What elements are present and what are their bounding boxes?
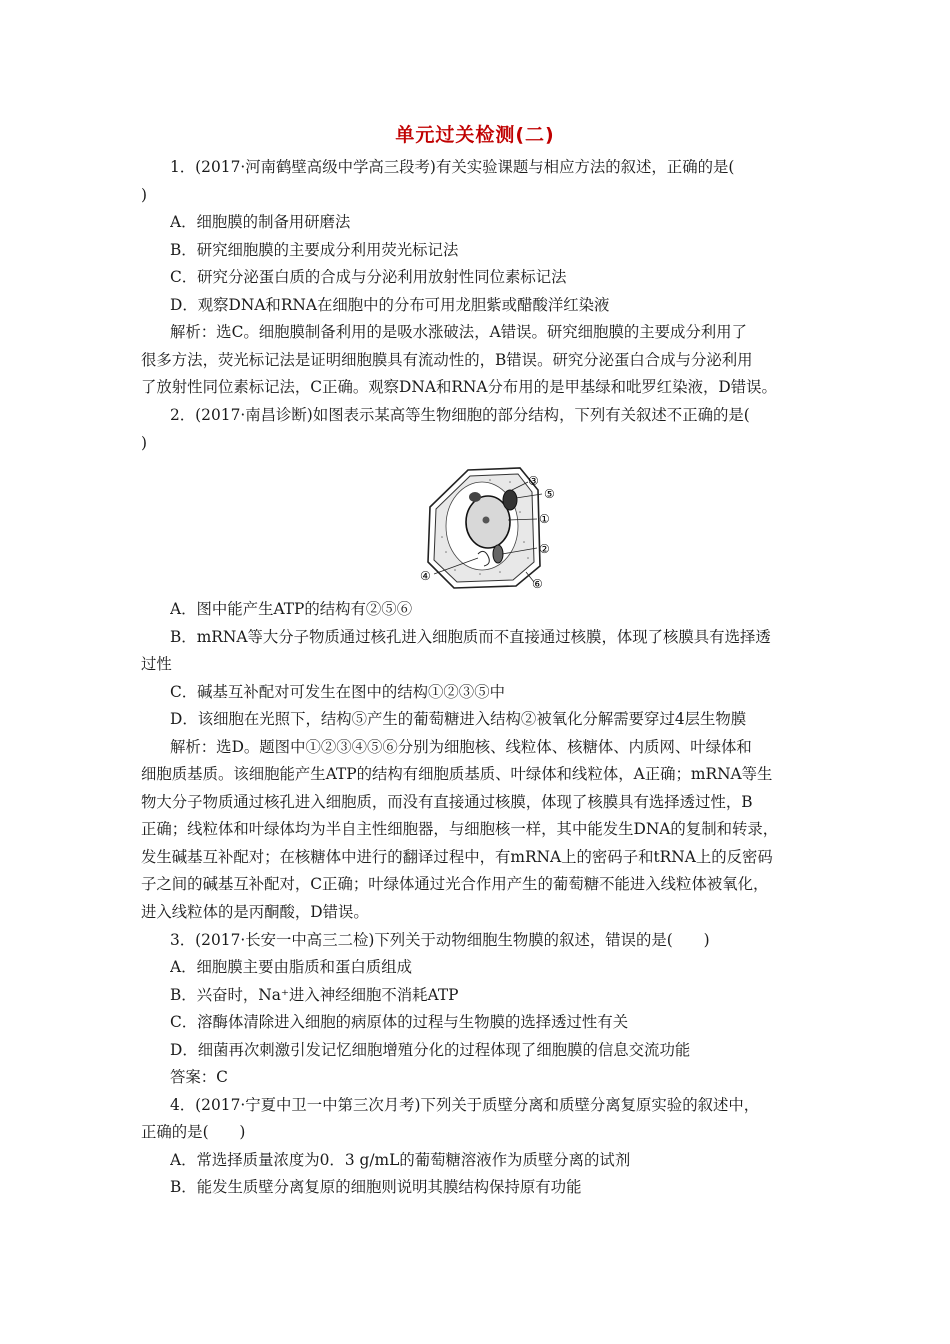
question-1-stem: 1．(2017·河南鹤壁高级中学高三段考)有关实验课题与相应方法的叙述，正确的是( bbox=[170, 158, 735, 176]
question-1-option-c: C．研究分泌蛋白质的合成与分泌利用放射性同位素标记法 bbox=[170, 268, 567, 286]
chloroplast bbox=[503, 490, 517, 510]
question-2-option-c: C．碱基互补配对可发生在图中的结构①②③⑤中 bbox=[170, 683, 505, 701]
question-4-option-a: A．常选择质量浓度为0．3 g/mL的葡萄糖溶液作为质壁分离的试剂 bbox=[170, 1151, 631, 1169]
figure-label-1: ① bbox=[539, 512, 550, 526]
question-4-stem: 4．(2017·宁夏中卫一中第三次月考)下列关于质壁分离和质壁分离复原实验的叙述中， bbox=[170, 1096, 760, 1114]
question-1-analysis-line: 了放射性同位素标记法，C正确。观察DNA和RNA分布用的是甲基绿和吡罗红染液，D错误。 bbox=[141, 378, 777, 396]
question-2-analysis-line: 子之间的碱基互补配对，C正确；叶绿体通过光合作用产生的葡萄糖不能进入线粒体被氧化， bbox=[141, 875, 769, 893]
question-2-option-a: A．图中能产生ATP的结构有②⑤⑥ bbox=[170, 600, 413, 618]
figure-label-2: ② bbox=[539, 542, 550, 556]
question-3-option-d: D．细菌再次刺激引发记忆细胞增殖分化的过程体现了细胞膜的信息交流功能 bbox=[170, 1041, 691, 1059]
question-2-analysis-line: 进入线粒体的是丙酮酸，D错误。 bbox=[141, 903, 369, 921]
question-2-stem-close: ) bbox=[141, 434, 148, 452]
question-1-option-a: A．细胞膜的制备用研磨法 bbox=[170, 213, 351, 231]
plant-cell-diagram bbox=[420, 462, 570, 590]
question-2-option-b-cont: 过性 bbox=[141, 655, 172, 673]
question-2-analysis-line: 物大分子物质通过核孔进入细胞质，而没有直接通过核膜，体现了核膜具有选择透过性，B bbox=[141, 793, 753, 811]
mitochondrion bbox=[493, 545, 503, 563]
figure-label-5: ⑤ bbox=[544, 487, 555, 501]
question-3-stem: 3．(2017·长安一中高三二检)下列关于动物细胞生物膜的叙述，错误的是( ) bbox=[170, 931, 710, 949]
question-2-option-d: D．该细胞在光照下，结构⑤产生的葡萄糖进入结构②被氧化分解需要穿过4层生物膜 bbox=[170, 710, 747, 728]
question-2-analysis-line: 解析：选D。题图中①②③④⑤⑥分别为细胞核、线粒体、核糖体、内质网、叶绿体和 bbox=[170, 738, 752, 756]
question-1-stem-close: ) bbox=[141, 186, 148, 204]
question-3-option-c: C．溶酶体清除进入细胞的病原体的过程与生物膜的选择透过性有关 bbox=[170, 1013, 629, 1031]
question-4-stem-cont: 正确的是( ) bbox=[141, 1123, 246, 1141]
question-2-stem: 2．(2017·南昌诊断)如图表示某高等生物细胞的部分结构，下列有关叙述不正确的是( bbox=[170, 406, 750, 424]
figure-label-4: ④ bbox=[420, 569, 431, 583]
question-2-analysis-line: 正确；线粒体和叶绿体均为半自主性细胞器，与细胞核一样，其中能发生DNA的复制和转录， bbox=[141, 820, 779, 838]
question-2-analysis-line: 发生碱基互补配对；在核糖体中进行的翻译过程中，有mRNA上的密码子和tRNA上的反密码 bbox=[141, 848, 773, 866]
question-4-option-b: B．能发生质壁分离复原的细胞则说明其膜结构保持原有功能 bbox=[170, 1178, 582, 1196]
question-3-option-b: B．兴奋时，Na⁺进入神经细胞不消耗ATP bbox=[170, 986, 459, 1004]
question-2-option-b: B．mRNA等大分子物质通过核孔进入细胞质而不直接通过核膜，体现了核膜具有选择透 bbox=[170, 628, 771, 646]
question-1-analysis-line: 很多方法，荧光标记法是证明细胞膜具有流动性的，B错误。研究分泌蛋白合成与分泌利用 bbox=[141, 351, 753, 369]
question-1-option-d: D．观察DNA和RNA在细胞中的分布可用龙胆紫或醋酸洋红染液 bbox=[170, 296, 610, 314]
question-3-answer: 答案：C bbox=[170, 1068, 228, 1086]
question-3-option-a: A．细胞膜主要由脂质和蛋白质组成 bbox=[170, 958, 412, 976]
question-1-analysis-line: 解析：选C。细胞膜制备利用的是吸水涨破法，A错误。研究细胞膜的主要成分利用了 bbox=[170, 323, 747, 341]
page-title: 单元过关检测(二) bbox=[395, 124, 555, 146]
question-2-analysis-line: 细胞质基质。该细胞能产生ATP的结构有细胞质基质、叶绿体和线粒体，A正确；mRNA等生 bbox=[141, 765, 773, 783]
question-1-option-b: B．研究细胞膜的主要成分利用荧光标记法 bbox=[170, 241, 459, 259]
figure-label-3: ③ bbox=[528, 474, 539, 488]
figure-label-6: ⑥ bbox=[532, 577, 543, 590]
